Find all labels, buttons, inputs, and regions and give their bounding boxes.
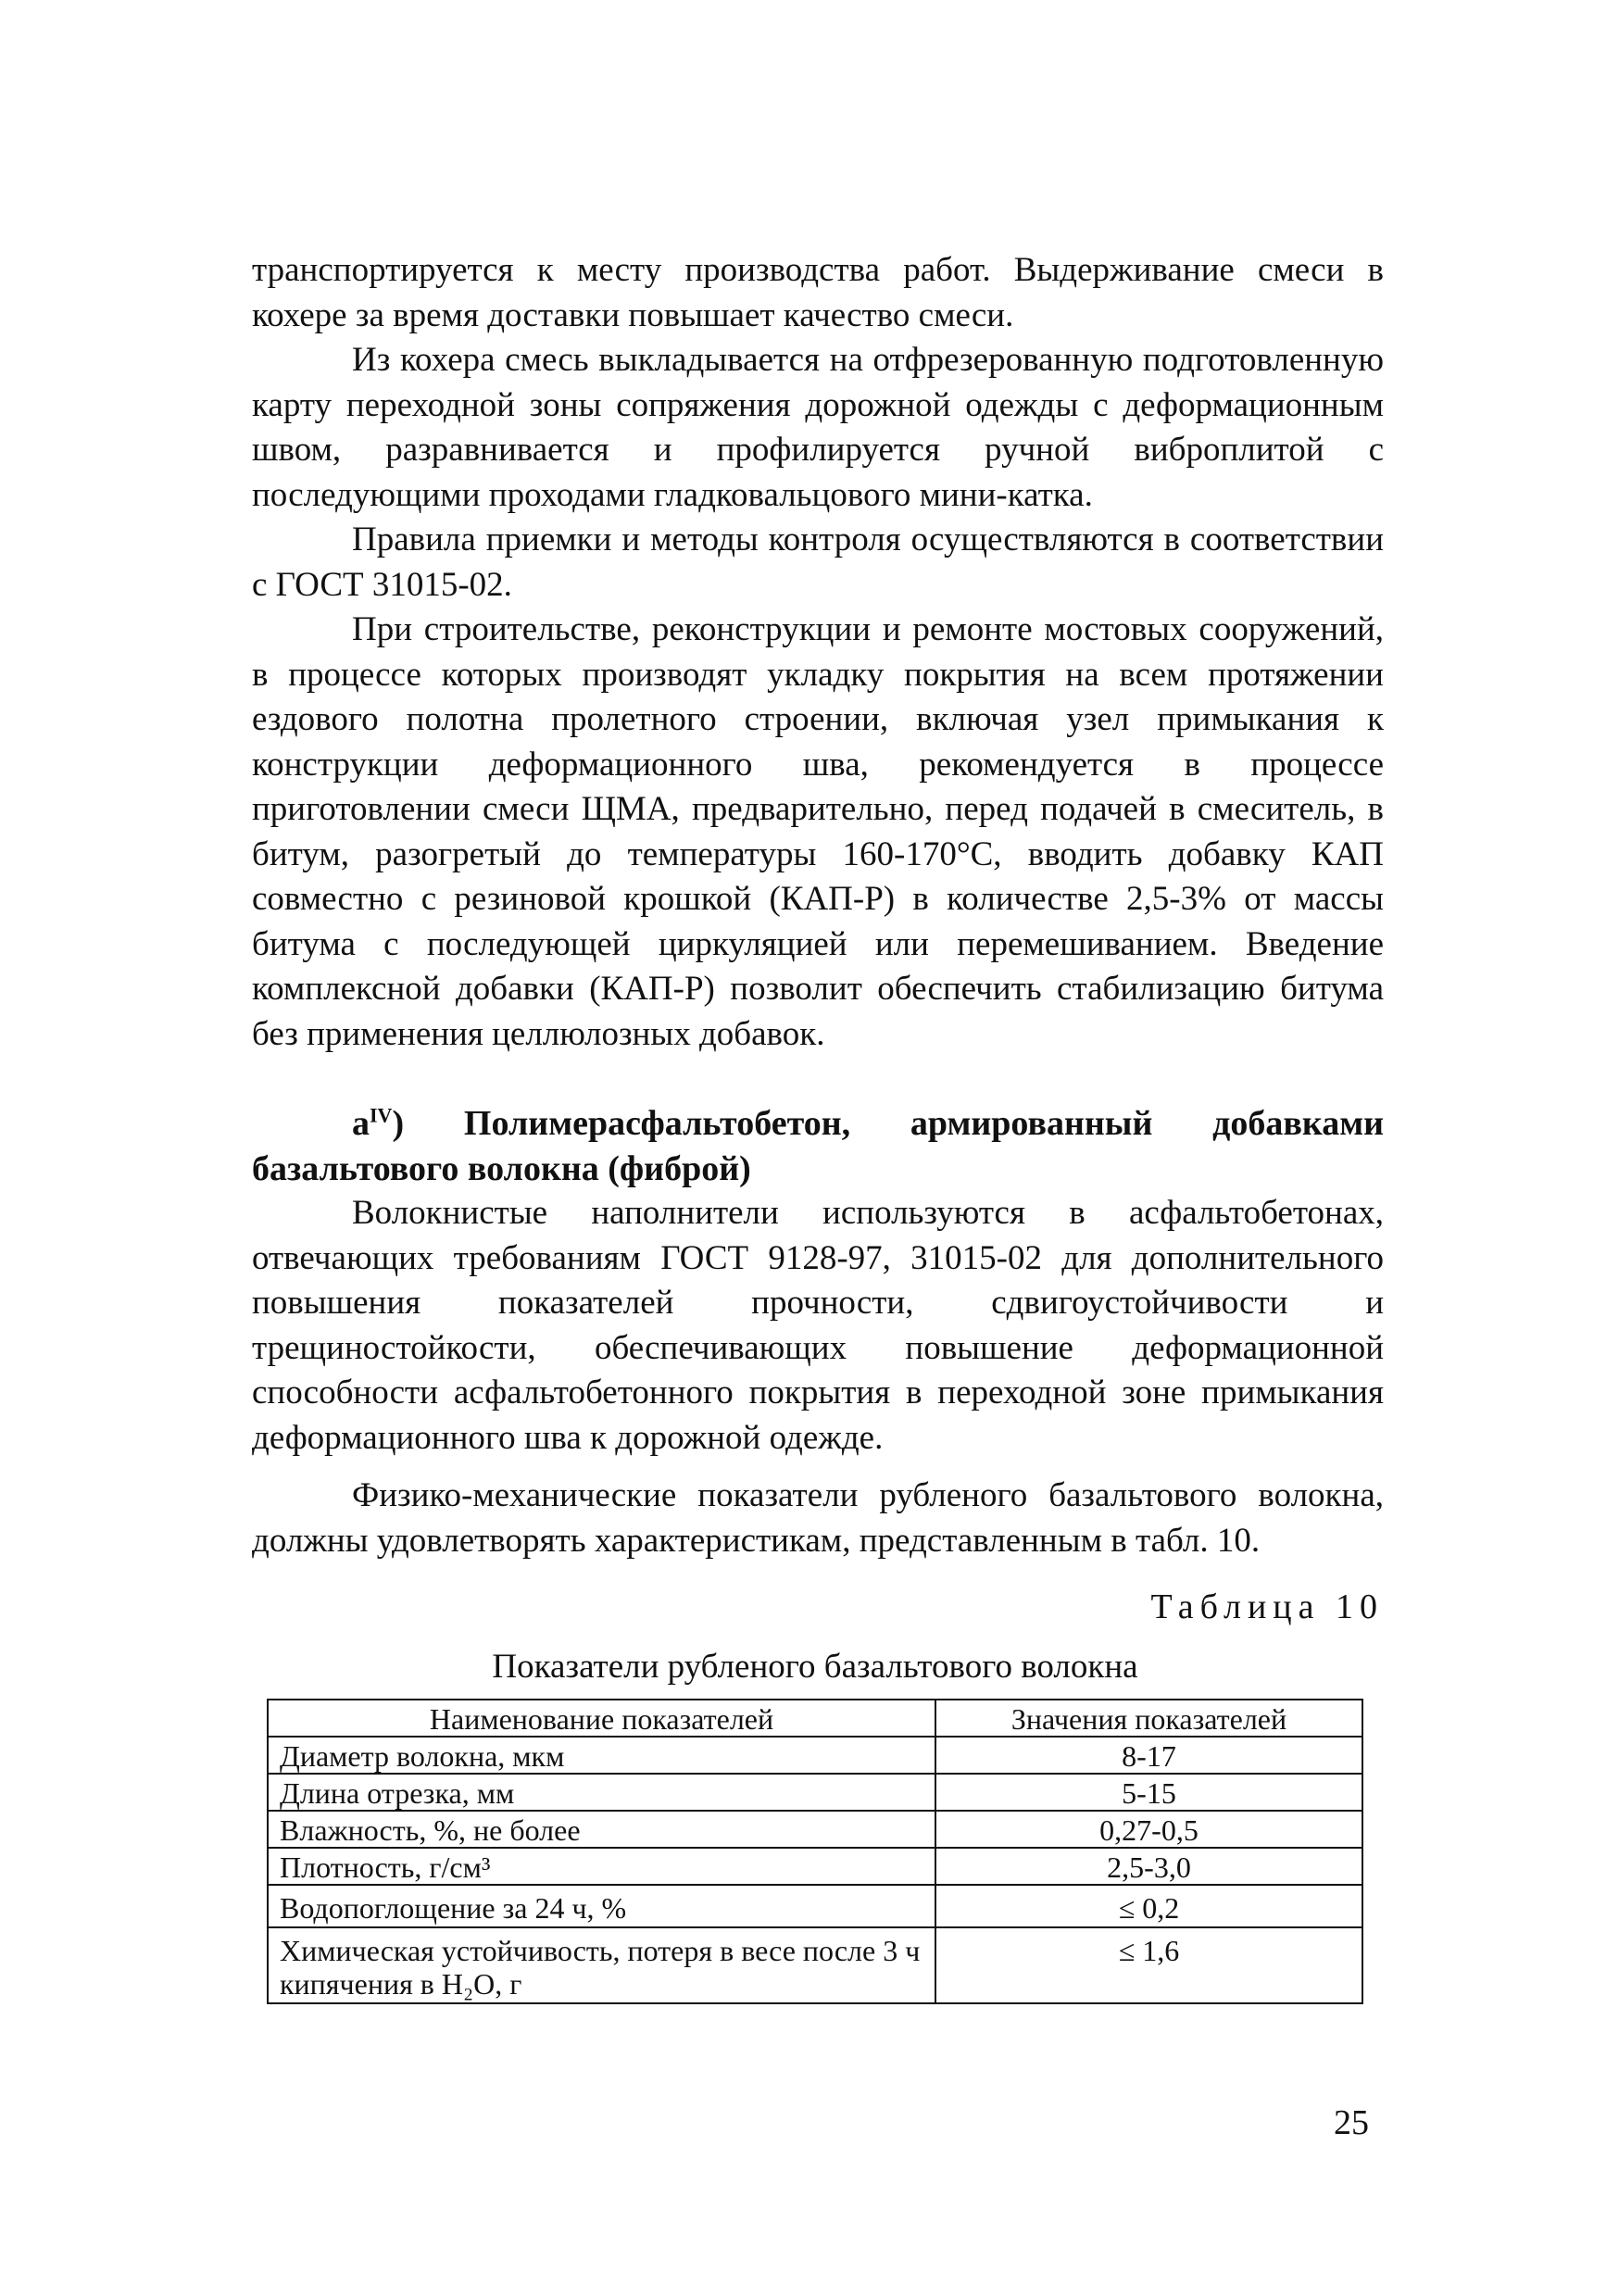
table-row bbox=[268, 1811, 1362, 1848]
table-row bbox=[268, 1774, 1362, 1811]
table-header-row bbox=[268, 1700, 1362, 1737]
fiber-properties-table bbox=[267, 1699, 1363, 2004]
body-text bbox=[252, 248, 1384, 1563]
row-name: Водопоглощение за 24 ч, % bbox=[268, 1885, 935, 1927]
table-row bbox=[268, 1737, 1362, 1774]
paragraph-4: При строительстве, реконструкции и ремонте мостовых сооружений, в процессе которых производят укладку покрытия на всем протяжении ездового полотна пролетного строении, включая узел примыкания к конструкции деформационного шва, рекомендуется в процессе приготовлении смеси ЩМА, предварительно, перед подачей в смеситель, в битум, разогретый до температуры 160-170°С, вводить добавку КАП совместно с резиновой крошкой (КАП-Р) в количестве 2,5-3% от массы битума с последующей циркуляцией или перемешиванием. Введение комплексной добавки (КАП-Р) позволит обеспечить стабилизацию битума без применения целлюлозных добавок. bbox=[252, 610, 1384, 1053]
row-value: ≤ 1,6 bbox=[935, 1927, 1362, 2003]
section-heading bbox=[252, 1101, 1384, 1191]
page-number: 25 bbox=[1334, 2103, 1369, 2142]
heading-superscript: IV bbox=[370, 1103, 393, 1127]
table-header-name: Наименование показателей bbox=[268, 1700, 935, 1737]
row-value: 5-15 bbox=[935, 1774, 1362, 1811]
table-row bbox=[268, 1885, 1362, 1927]
row-name: Химическая устойчивость, потеря в весе после 3 ч кипячения в H₂O, г bbox=[268, 1927, 935, 2003]
row-value: 0,27-0,5 bbox=[935, 1811, 1362, 1848]
table-row bbox=[268, 1927, 1362, 2003]
row-value: 8-17 bbox=[935, 1737, 1362, 1774]
table-header-value: Значения показателей bbox=[935, 1700, 1362, 1737]
table-title: Показатели рубленого базальтового волокна bbox=[492, 1648, 1138, 1686]
row-name: Диаметр волокна, мкм bbox=[268, 1737, 935, 1774]
paragraph-5: Волокнистые наполнители используются в асфальтобетонах, отвечающих требованиям ГОСТ 9128-97, 31015-02 для дополнительного повышения показателей прочности, сдвигоустойчивости и трещиностойкости, обеспечивающих повышение деформационной способности асфальтобетонного покрытия в переходной зоне примыкания деформационного шва к дорожной одежде. bbox=[252, 1194, 1384, 1457]
paragraph-1: транспортируется к месту производства работ. Выдерживание смеси в кохере за время доставки повышает качество смеси. bbox=[252, 251, 1384, 334]
table-row bbox=[268, 1848, 1362, 1885]
row-name: Длина отрезка, мм bbox=[268, 1774, 935, 1811]
row-value: 2,5-3,0 bbox=[935, 1848, 1362, 1885]
paragraph-2: Из кохера смесь выкладывается на отфрезерованную подготовленную карту переходной зоны сопряжения дорожной одежды с деформационным швом, разравнивается и профилируется ручной виброплитой с последующими проходами гладковальцового мини-катка. bbox=[252, 341, 1384, 514]
paragraph-3: Правила приемки и методы контроля осуществляются в соответствии с ГОСТ 31015-02. bbox=[252, 521, 1384, 604]
paragraph-6: Физико-механические показатели рубленого базальтового волокна, должны удовлетворять характеристикам, представленным в табл. 10. bbox=[252, 1476, 1384, 1560]
row-name: Плотность, г/см³ bbox=[268, 1848, 935, 1885]
row-name: Влажность, %, не более bbox=[268, 1811, 935, 1848]
heading-prefix: а bbox=[352, 1104, 370, 1143]
row-value: ≤ 0,2 bbox=[935, 1885, 1362, 1927]
table-number: Таблица 10 bbox=[1150, 1587, 1384, 1626]
heading-text: ) Полимерасфальтобетон, армированный добавками базальтового волокна (фиброй) bbox=[252, 1104, 1384, 1188]
